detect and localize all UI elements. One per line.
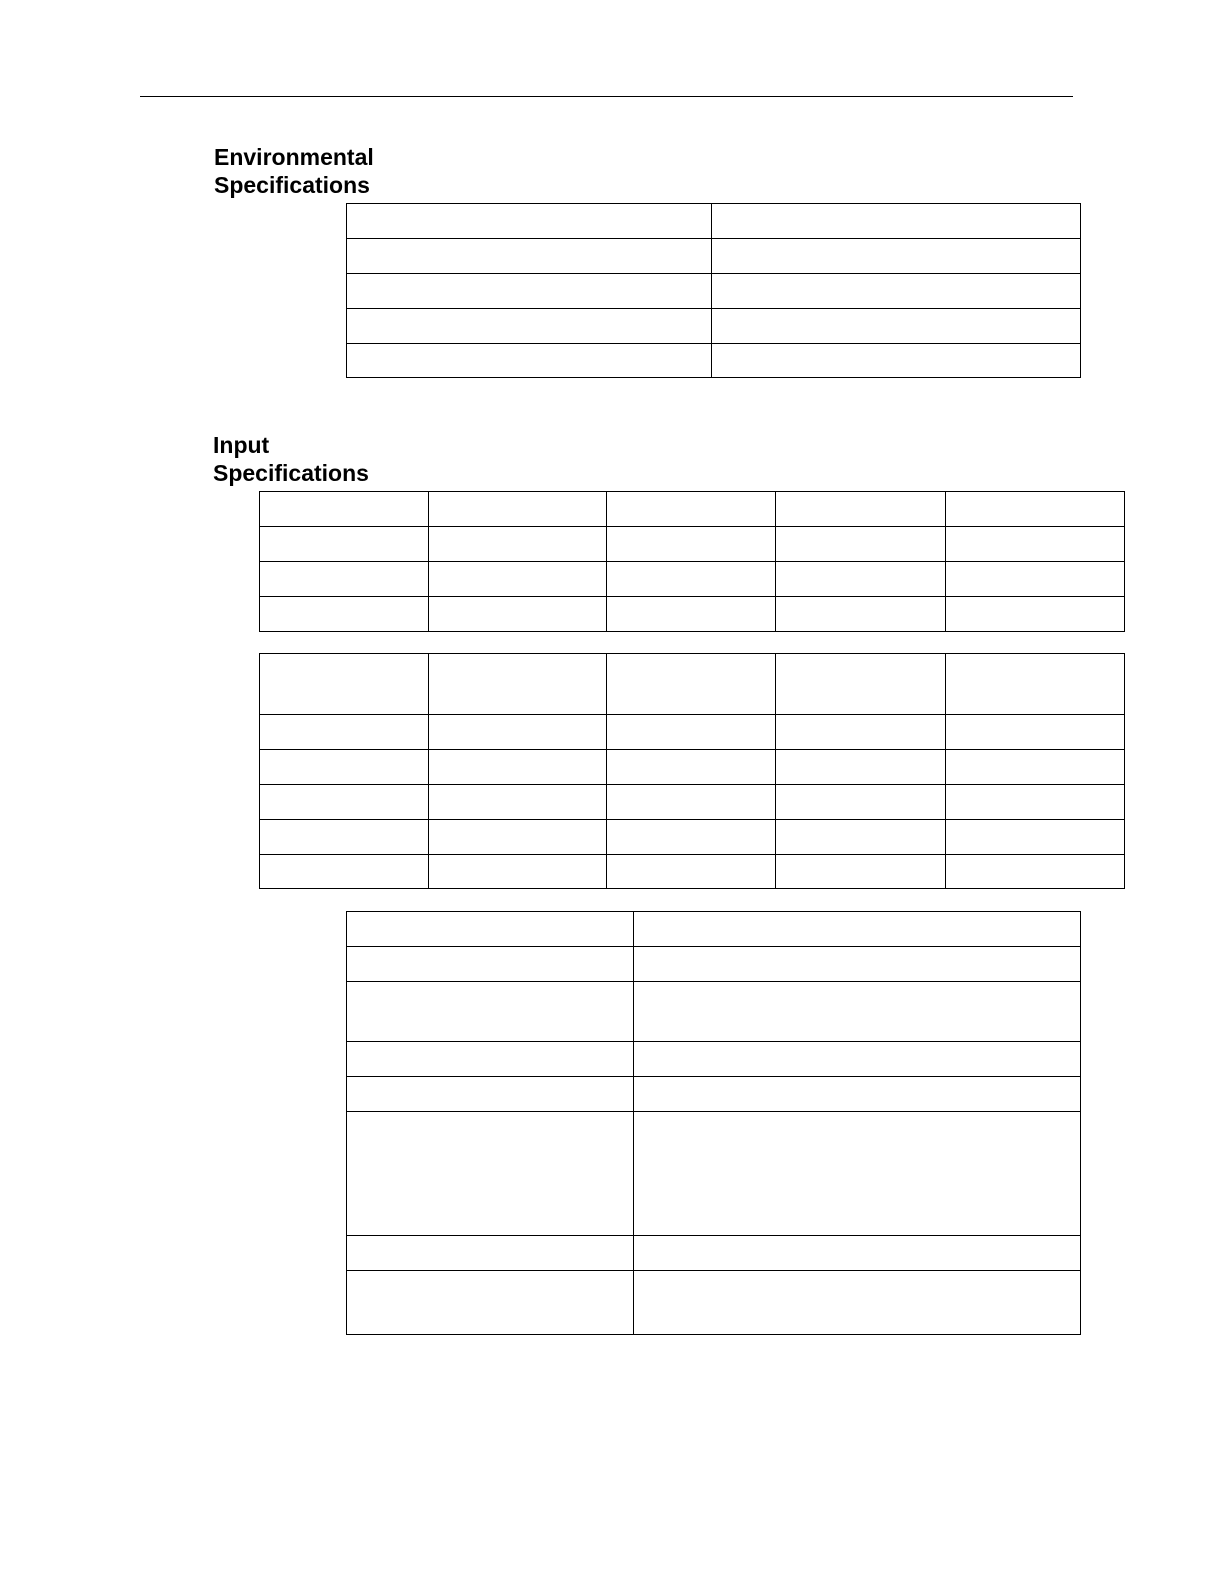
table-cell <box>260 785 429 820</box>
table-cell <box>260 654 429 715</box>
table-row <box>347 1112 1081 1236</box>
table-cell <box>946 715 1125 750</box>
table-cell <box>712 204 1081 239</box>
table-cell <box>607 597 776 632</box>
table-cell <box>712 309 1081 344</box>
table-cell <box>429 527 607 562</box>
table-cell <box>260 527 429 562</box>
table-cell <box>347 344 712 378</box>
table-cell <box>429 715 607 750</box>
table-cell <box>946 855 1125 889</box>
table-cell <box>347 309 712 344</box>
table-cell <box>429 785 607 820</box>
table-cell <box>429 855 607 889</box>
table-cell <box>260 597 429 632</box>
table-cell <box>607 750 776 785</box>
table-cell <box>634 1112 1081 1236</box>
table-cell <box>260 562 429 597</box>
table-row <box>260 527 1125 562</box>
table-cell <box>347 274 712 309</box>
table-row <box>260 492 1125 527</box>
table-cell <box>429 750 607 785</box>
table-cell <box>429 820 607 855</box>
table-row <box>347 912 1081 947</box>
table-cell <box>347 912 634 947</box>
table-cell <box>946 527 1125 562</box>
table-cell <box>260 820 429 855</box>
table-cell <box>260 855 429 889</box>
table-cell <box>712 274 1081 309</box>
table-cell <box>946 820 1125 855</box>
table-cell <box>347 1236 634 1271</box>
table-cell <box>260 750 429 785</box>
input-specifications-table-1 <box>259 491 1125 632</box>
environmental-specifications-table <box>346 203 1081 378</box>
table-cell <box>260 715 429 750</box>
table-cell <box>347 204 712 239</box>
table-row <box>347 1077 1081 1112</box>
table-row <box>260 597 1125 632</box>
table-cell <box>347 1042 634 1077</box>
table-cell <box>712 344 1081 378</box>
heading-line: Specifications <box>213 460 369 486</box>
table-cell <box>776 654 946 715</box>
table-row <box>347 1271 1081 1335</box>
table-cell <box>347 1271 634 1335</box>
table-cell <box>607 715 776 750</box>
input-specifications-heading <box>213 431 369 487</box>
table-cell <box>776 855 946 889</box>
table-cell <box>634 982 1081 1042</box>
table-cell <box>634 1042 1081 1077</box>
table-cell <box>776 562 946 597</box>
table-row <box>347 309 1081 344</box>
table-row <box>260 750 1125 785</box>
table-cell <box>607 785 776 820</box>
table-row <box>260 715 1125 750</box>
table-row <box>347 1042 1081 1077</box>
heading-line: Specifications <box>214 172 370 198</box>
table-cell <box>347 239 712 274</box>
table-row <box>347 274 1081 309</box>
table-cell <box>634 947 1081 982</box>
table-cell <box>607 562 776 597</box>
table-row <box>347 947 1081 982</box>
table-cell <box>776 715 946 750</box>
table-row <box>347 344 1081 378</box>
table-cell <box>607 820 776 855</box>
header-rule <box>140 96 1073 97</box>
table-cell <box>429 654 607 715</box>
table-cell <box>607 654 776 715</box>
table-cell <box>347 1112 634 1236</box>
table-cell <box>260 492 429 527</box>
table-cell <box>776 597 946 632</box>
table-cell <box>946 654 1125 715</box>
table-cell <box>946 785 1125 820</box>
table-cell <box>634 912 1081 947</box>
table-row <box>347 239 1081 274</box>
table-cell <box>776 785 946 820</box>
table-cell <box>607 527 776 562</box>
heading-line: Environmental <box>214 144 374 170</box>
table-row <box>260 654 1125 715</box>
table-cell <box>607 492 776 527</box>
table-cell <box>946 750 1125 785</box>
environmental-specifications-heading <box>214 143 374 199</box>
table-row <box>260 855 1125 889</box>
table-cell <box>429 597 607 632</box>
table-cell <box>347 1077 634 1112</box>
table-cell <box>429 492 607 527</box>
table-cell <box>776 820 946 855</box>
table-cell <box>429 562 607 597</box>
table-cell <box>634 1236 1081 1271</box>
table-cell <box>776 492 946 527</box>
table-row <box>347 982 1081 1042</box>
table-row <box>260 562 1125 597</box>
table-cell <box>776 527 946 562</box>
table-row <box>260 820 1125 855</box>
table-cell <box>946 492 1125 527</box>
table-cell <box>712 239 1081 274</box>
table-cell <box>634 1271 1081 1335</box>
table-cell <box>634 1077 1081 1112</box>
table-row <box>260 785 1125 820</box>
table-cell <box>347 947 634 982</box>
table-row <box>347 1236 1081 1271</box>
input-specifications-table-3 <box>346 911 1081 1335</box>
table-cell <box>946 597 1125 632</box>
table-cell <box>607 855 776 889</box>
table-cell <box>776 750 946 785</box>
table-row <box>347 204 1081 239</box>
table-cell <box>347 982 634 1042</box>
input-specifications-table-2 <box>259 653 1125 889</box>
table-cell <box>946 562 1125 597</box>
heading-line: Input <box>213 432 270 458</box>
